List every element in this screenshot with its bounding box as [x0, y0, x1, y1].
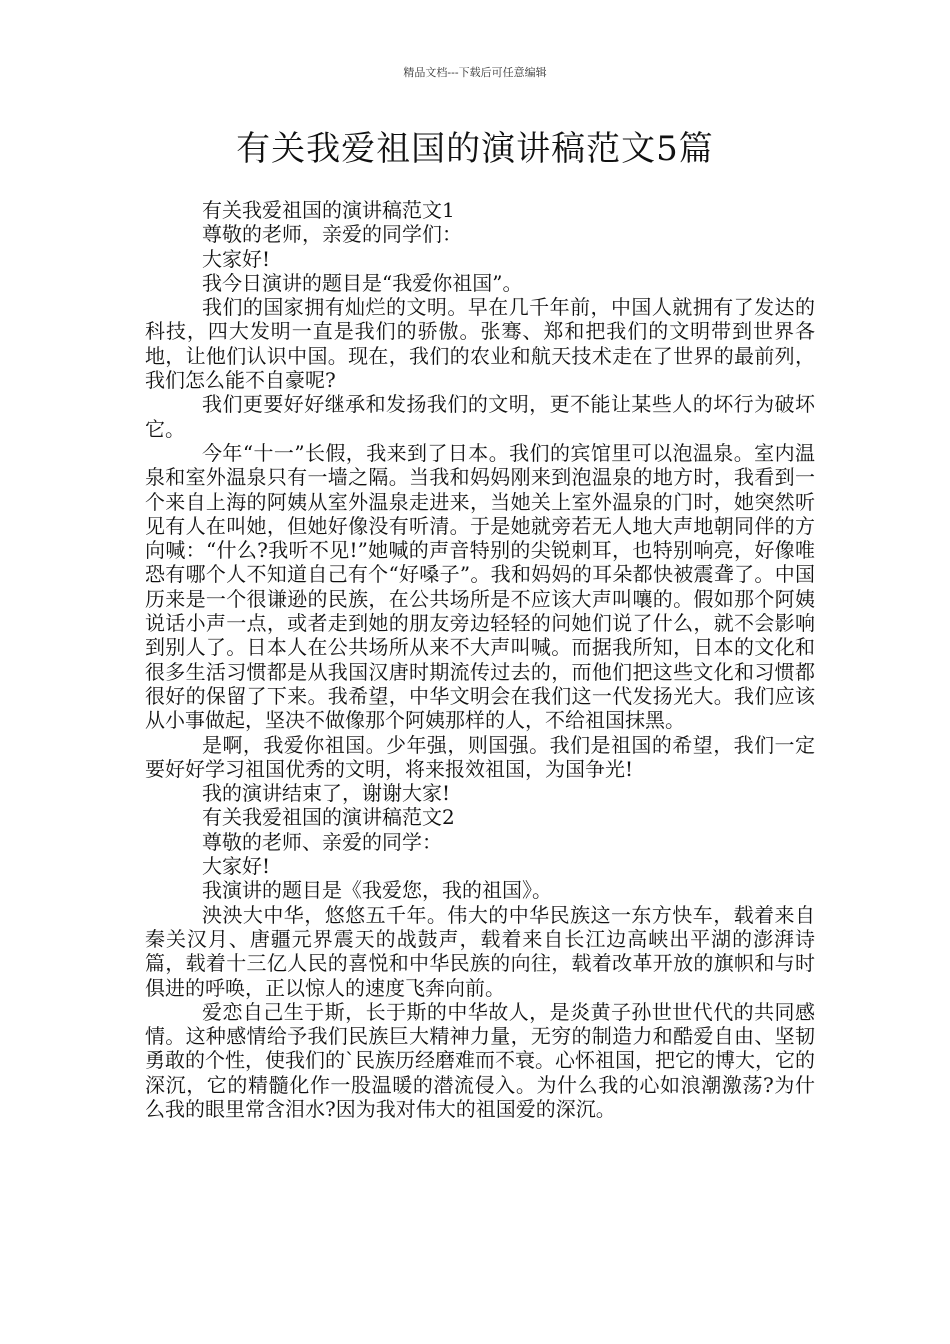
body-paragraph: 有关我爱祖国的演讲稿范文1	[202, 198, 455, 222]
body-paragraph: 爱恋自己生于斯，长于斯的中华故人，是炎黄子孙世世代代的共同感情。这种感情给予我们民族巨大精神力量，无穷的制造力和酷爱自由、坚韧勇敢的个性，使我们的`民族历经磨难而不衰。心怀祖国，把它的博大，它的深沉，它的精髓化作一股温暖的潜流侵入。为什么我的心如浪潮激荡?为什么我的眼里常含泪水?因为我对伟大的祖国爱的深沉。	[145, 999, 815, 1121]
body-paragraph: 我演讲的题目是《我爱您，我的祖国》。	[202, 878, 552, 903]
body-paragraph: 大家好!	[202, 246, 271, 271]
body-paragraph: 今年“十一”长假，我来到了日本。我们的宾馆里可以泡温泉。室内温泉和室外温泉只有一墙之隔。当我和妈妈刚来到泡温泉的地方时，我看到一个来自上海的阿姨从室外温泉走进来，当她关上室外温泉的门时，她突然听见有人在叫她，但她好像没有听清。于是她就旁若无人地大声地朝同伴的方向喊：“什么?我听不见!”她喊的声音特别的尖锐刺耳，也特别响亮，好像唯恐有哪个人不知道自己有个“好嗓子”。我和妈妈的耳朵都快被震聋了。中国历来是一个很谦逊的民族，在公共场所是不应该大声叫嚷的。假如那个阿姨说话小声一点，或者走到她的朋友旁边轻轻的问她们说了什么，就不会影响到别人了。日本人在公共场所从来不大声叫喊。而据我所知，日本的文化和很多生活习惯都是从我国汉唐时期流传过去的，而他们把这些文化和习惯都很好的保留了下来。我希望，中华文明会在我们这一代发扬光大。我们应该从小事做起，坚决不做像那个阿姨那样的人，不给祖国抹黑。	[145, 440, 815, 733]
body-paragraph: 我的演讲结束了，谢谢大家!	[202, 781, 451, 806]
document-title: 有关我爱祖国的演讲稿范文5篇	[236, 129, 714, 169]
page-header: 精品文档---下载后可任意编辑	[403, 66, 547, 79]
body-paragraph: 是啊，我爱你祖国。少年强，则国强。我们是祖国的希望，我们一定要好好学习祖国优秀的文明，将来报效祖国，为国争光!	[145, 732, 815, 781]
body-paragraph: 我今日演讲的题目是“我爱你祖国”。	[202, 270, 523, 295]
body-paragraph: 尊敬的老师，亲爱的同学们：	[202, 222, 462, 247]
body-paragraph: 有关我爱祖国的演讲稿范文2	[202, 805, 455, 830]
document-body	[145, 198, 815, 1121]
body-paragraph: 大家好!	[202, 854, 271, 879]
body-paragraph: 尊敬的老师、亲爱的同学：	[202, 829, 442, 854]
body-paragraph: 我们的国家拥有灿烂的文明。早在几千年前，中国人就拥有了发达的科技，四大发明一直是我们的骄傲。张骞、郑和把我们的文明带到世界各地，让他们认识中国。现在，我们的农业和航天技术走在了世界的最前列，我们怎么能不自豪呢?	[145, 295, 815, 393]
body-paragraph: 泱泱大中华，悠悠五千年。伟大的中华民族这一东方快车，载着来自秦关汉月、唐疆元界震天的战鼓声，载着来自长江边高峡出平湖的澎湃诗篇，载着十三亿人民的喜悦和中华民族的向往，载着改革开放的旗帜和与时俱进的呼唤，正以惊人的速度飞奔向前。	[145, 902, 815, 1000]
body-paragraph: 我们更要好好继承和发扬我们的文明，更不能让某些人的坏行为破坏它。	[145, 392, 815, 441]
